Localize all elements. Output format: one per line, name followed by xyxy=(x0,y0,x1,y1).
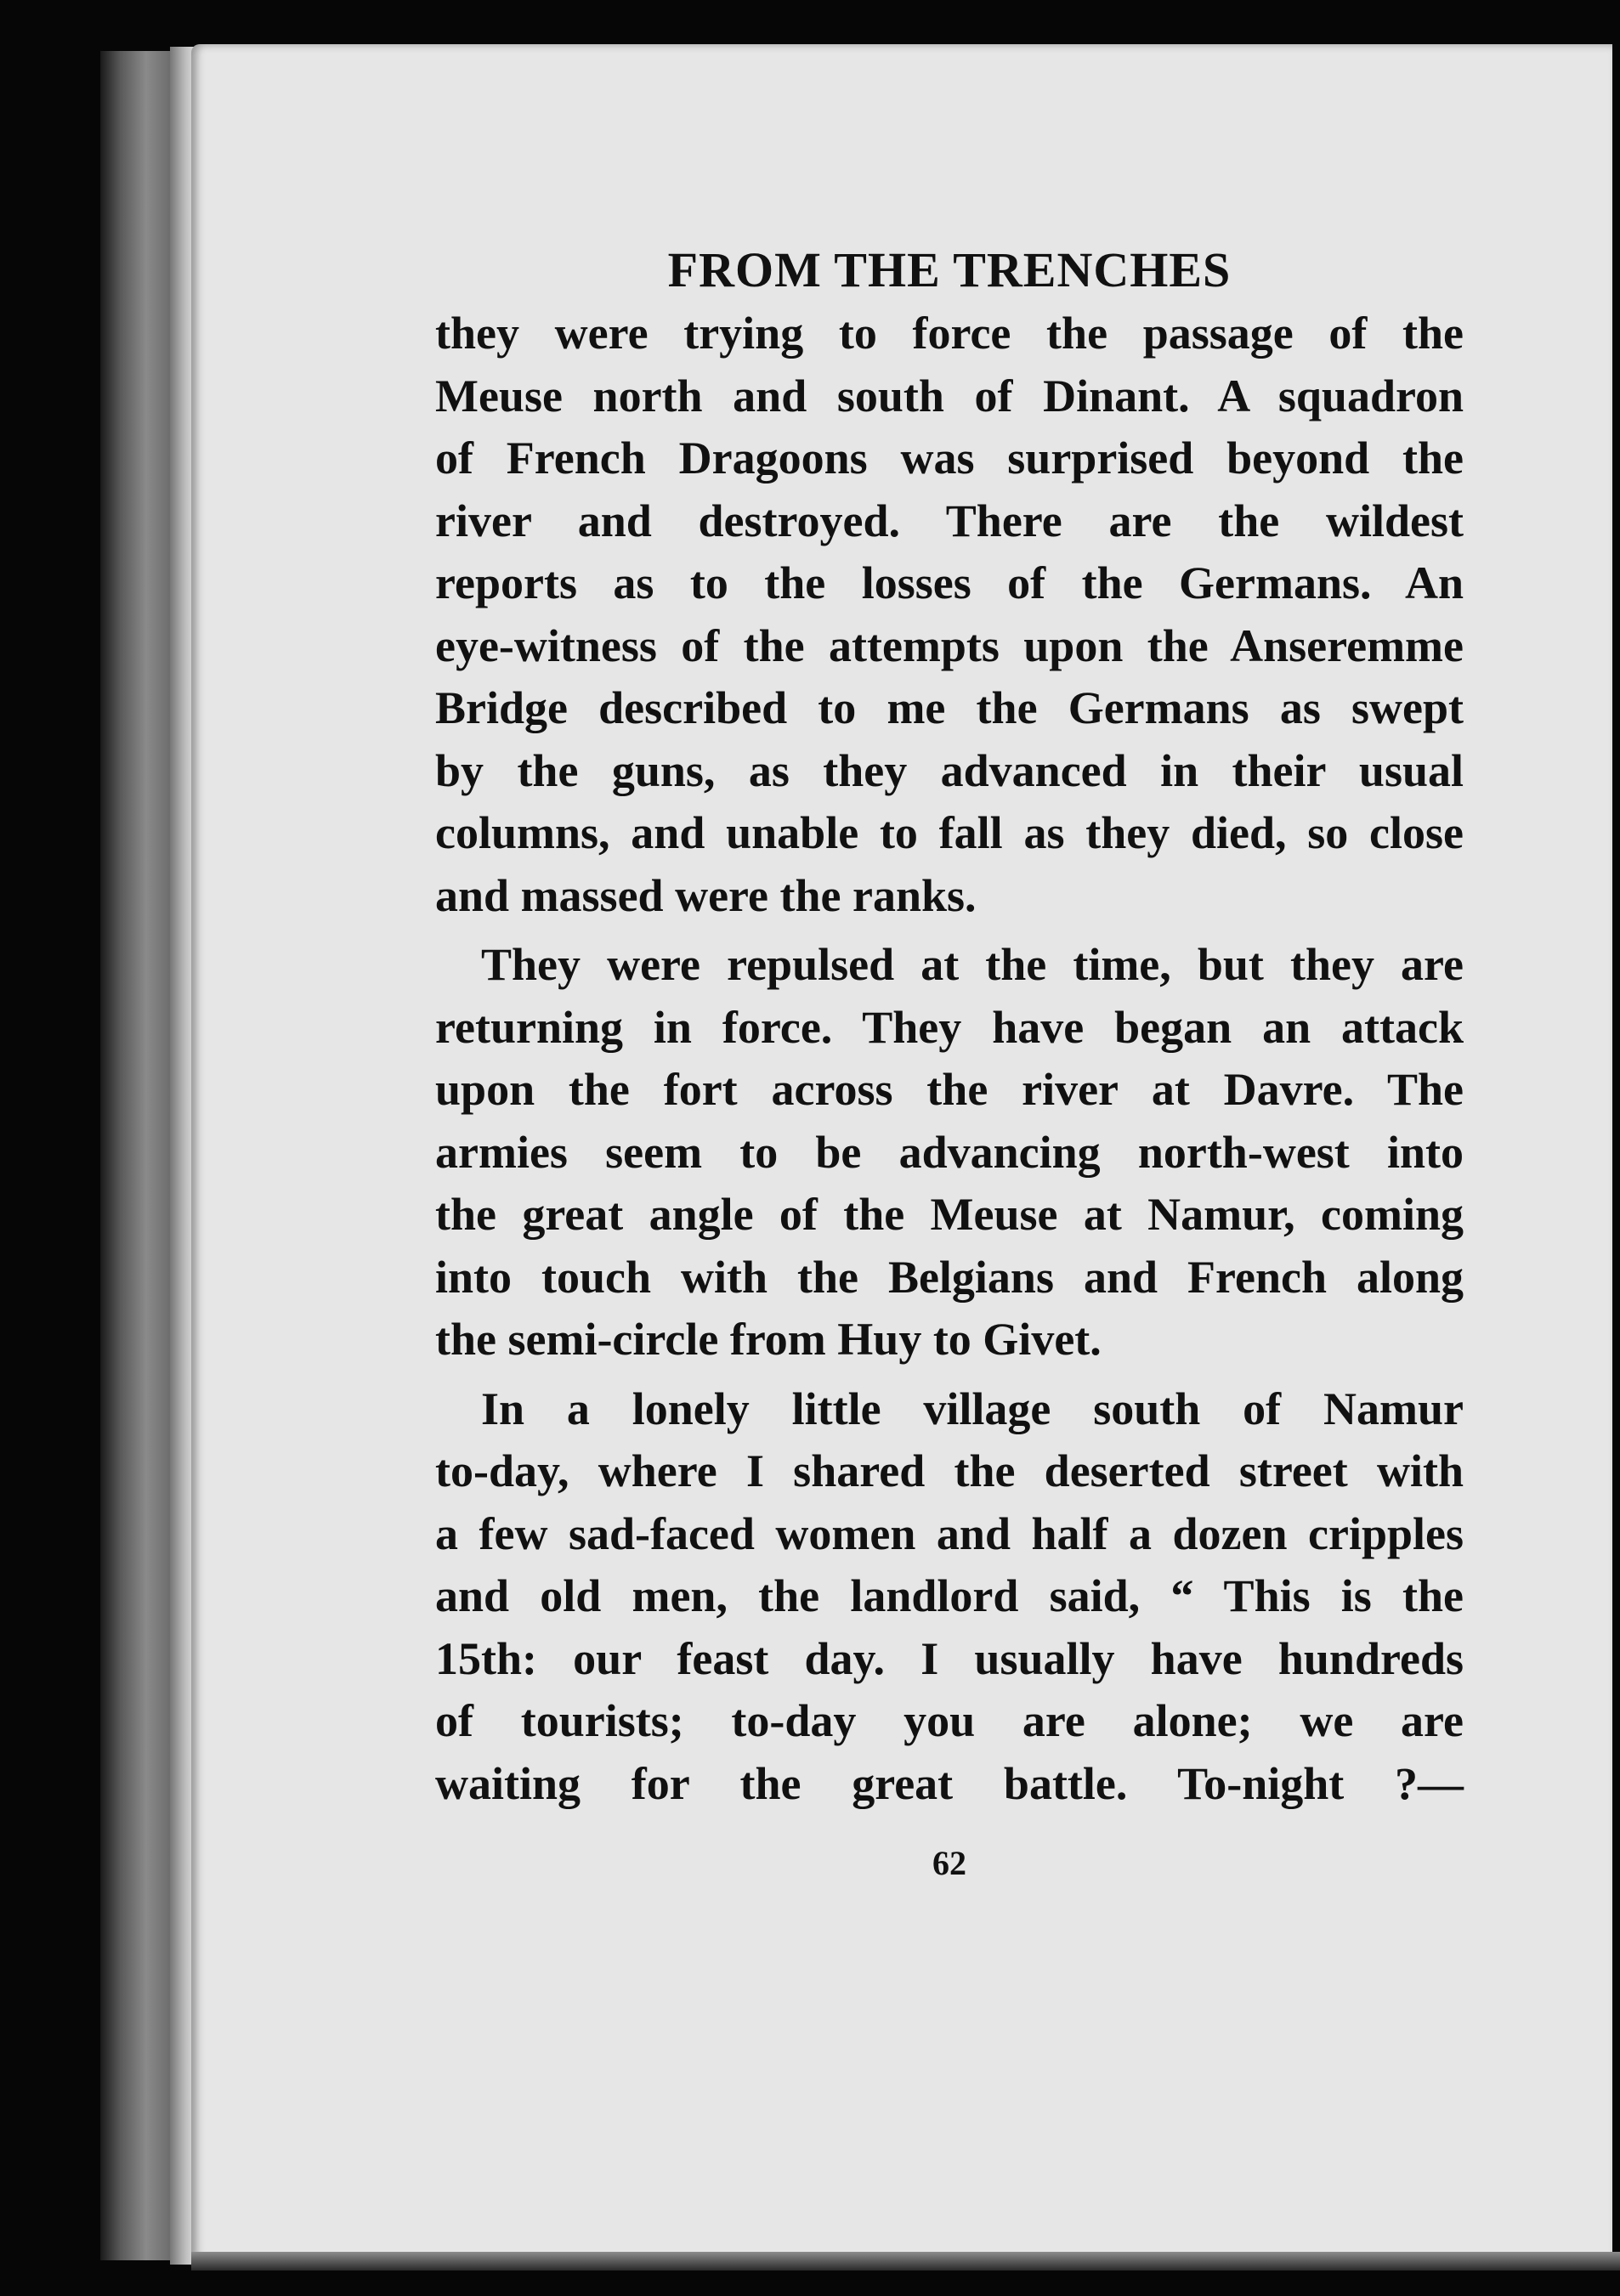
text-line: eye-witness of the attempts upon the Anseremme xyxy=(435,619,1464,671)
running-head: FROM THE TRENCHES xyxy=(667,242,1232,297)
text-line: river and destroyed. There are the wildest xyxy=(435,495,1464,546)
text-line: the great angle of the Meuse at Namur, coming xyxy=(435,1189,1464,1240)
text-line: and old men, the landlord said, “ This is the xyxy=(435,1570,1464,1621)
text-line: 15th: our feast day. I usually have hundreds xyxy=(435,1632,1464,1684)
paragraph-2 xyxy=(435,934,1464,1371)
page-bottom-edge xyxy=(191,2252,1620,2271)
text-line: armies seem to be advancing north-west into xyxy=(435,1126,1464,1178)
text-line: they were trying to force the passage of the xyxy=(435,308,1464,359)
paragraph-3 xyxy=(435,1378,1464,1816)
paragraph-1 xyxy=(435,303,1464,927)
text-line: columns, and unable to fall as they died, so close xyxy=(435,807,1464,858)
text-line: and massed were the ranks. xyxy=(435,869,977,921)
text-line: a few sad-faced women and half a dozen cripples xyxy=(435,1507,1464,1559)
text-line: into touch with the Belgians and French along xyxy=(435,1251,1464,1303)
text-block xyxy=(435,240,1464,1882)
text-line: reports as to the losses of the Germans. An xyxy=(435,557,1464,608)
text-line: waiting for the great battle. To-night ?— xyxy=(435,1757,1464,1809)
text-line: returning in force. They have began an attack xyxy=(435,1001,1464,1053)
text-line: to-day, where I shared the deserted street with xyxy=(435,1445,1464,1496)
text-line: upon the fort across the river at Davre. The xyxy=(435,1064,1464,1115)
text-line: Bridge described to me the Germans as swept xyxy=(435,682,1464,733)
text-line: They were repulsed at the time, but they are xyxy=(481,939,1464,990)
text-line: In a lonely little village south of Namur xyxy=(481,1383,1464,1434)
text-line: Meuse north and south of Dinant. A squadron xyxy=(435,370,1464,421)
text-line: of French Dragoons was surprised beyond the xyxy=(435,433,1464,484)
text-line: the semi-circle from Huy to Givet. xyxy=(435,1314,1102,1365)
text-line: by the guns, as they advanced in their usual xyxy=(435,744,1464,796)
text-line: of tourists; to-day you are alone; we are xyxy=(435,1695,1464,1746)
page-number: 62 xyxy=(932,1844,966,1882)
